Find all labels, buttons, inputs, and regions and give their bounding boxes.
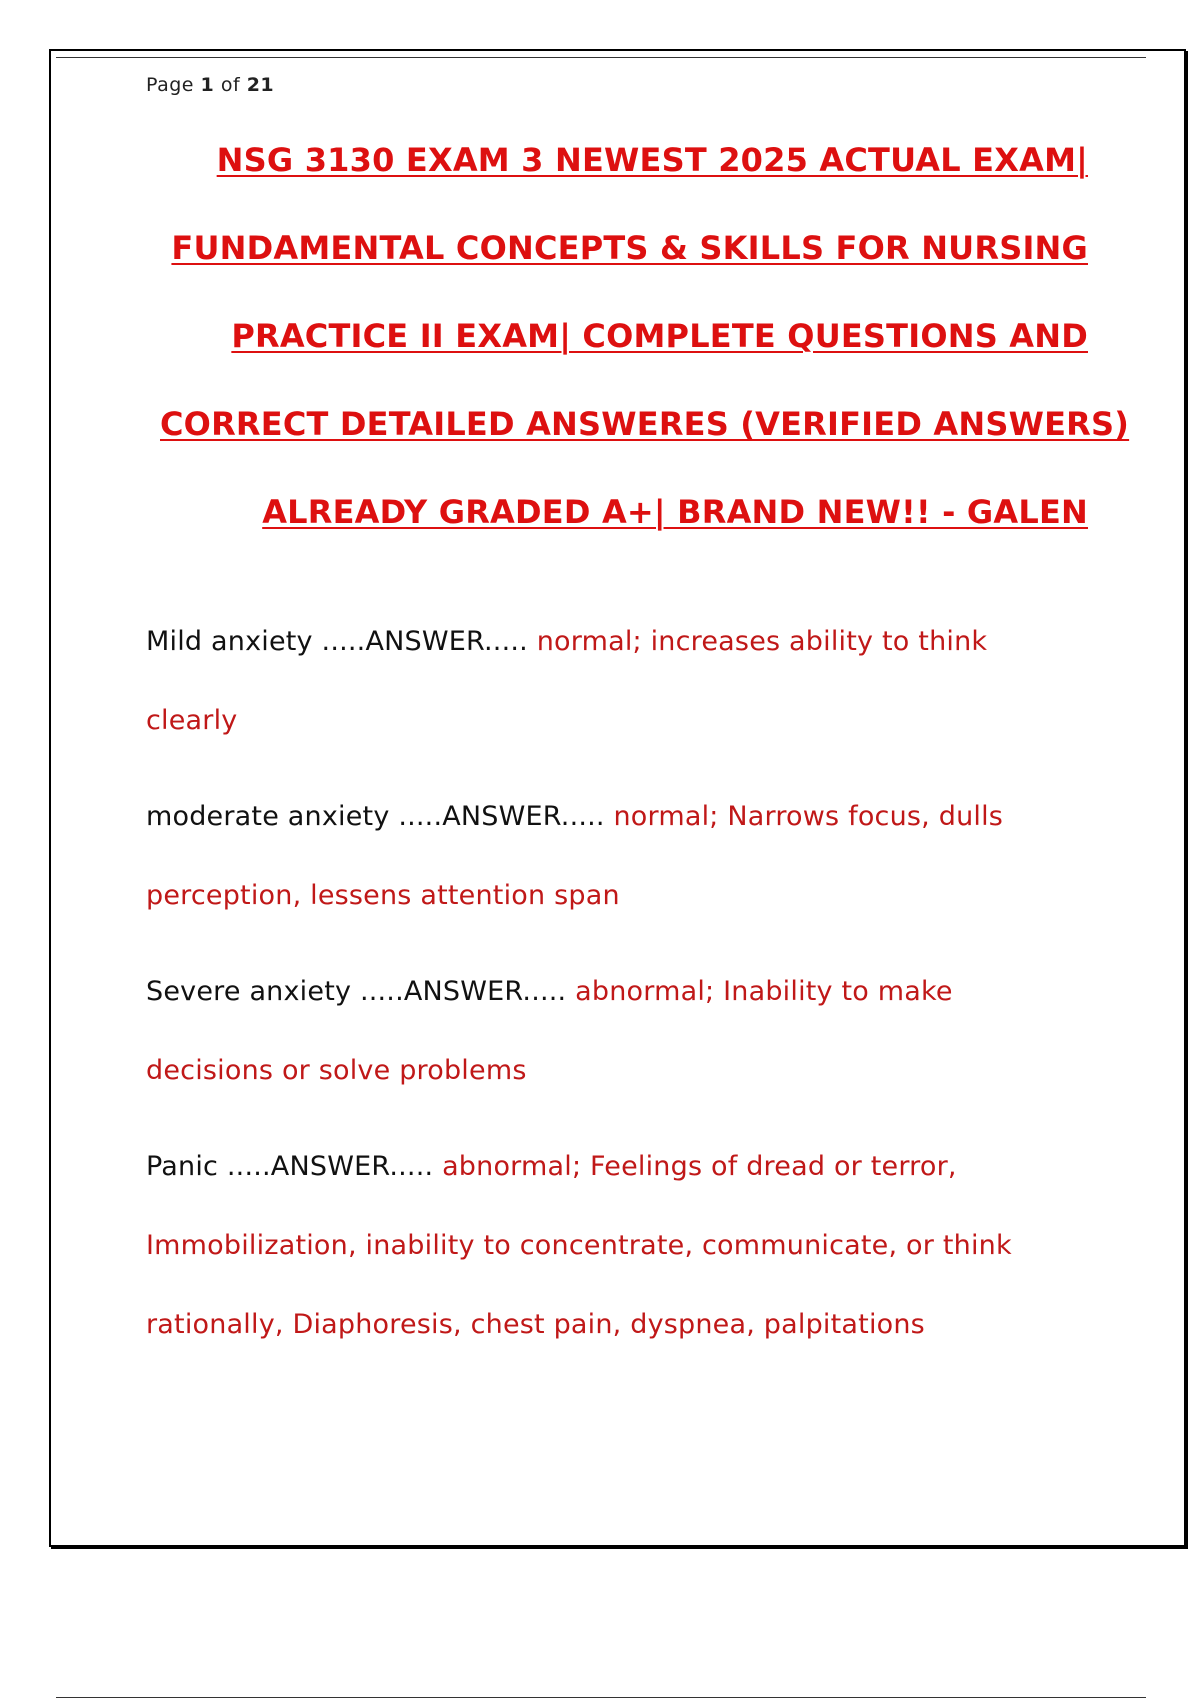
- total-pages: 21: [246, 74, 275, 96]
- page-word: Page: [146, 74, 194, 96]
- qa-answer: normal; Narrows focus, dulls perception, lessens attention span: [146, 801, 1004, 911]
- current-page: 1: [200, 74, 215, 96]
- qa-term: moderate anxiety: [146, 801, 390, 832]
- title-line: CORRECT DETAILED ANSWERES (VERIFIED ANSWERS): [160, 405, 1130, 443]
- qa-answer: normal; increases ability to think clearly: [146, 626, 988, 736]
- qa-term: Mild anxiety: [146, 626, 313, 657]
- qa-item: [146, 952, 1076, 1110]
- qa-separator: .....ANSWER.....: [359, 976, 567, 1007]
- title-line: PRACTICE II EXAM| COMPLETE QUESTIONS AND: [231, 317, 1088, 355]
- title-line: NSG 3130 EXAM 3 NEWEST 2025 ACTUAL EXAM|: [216, 141, 1088, 179]
- qa-separator: .....ANSWER.....: [398, 801, 605, 832]
- qa-term: Severe anxiety: [146, 976, 352, 1007]
- qa-answer: abnormal; Feelings of dread or terror, Immobilization, inability to concentrate, communicate, or think rationally, Diaphoresis, chest pain, dyspnea, palpitations: [146, 1151, 1012, 1340]
- document-title: [160, 140, 1130, 580]
- of-word: of: [220, 74, 241, 96]
- top-rule: [56, 57, 1146, 58]
- qa-term: Panic: [146, 1151, 219, 1182]
- bottom-rule: [56, 1697, 1146, 1698]
- qa-separator: .....ANSWER.....: [321, 626, 528, 657]
- title-line: ALREADY GRADED A+| BRAND NEW!! - GALEN: [262, 493, 1088, 531]
- qa-item: [146, 777, 1076, 935]
- qa-item: [146, 602, 1076, 760]
- page-number: [146, 74, 274, 96]
- qa-item: [146, 1127, 1076, 1364]
- qa-list: [146, 602, 1076, 1381]
- title-line: FUNDAMENTAL CONCEPTS & SKILLS FOR NURSING: [171, 229, 1088, 267]
- qa-answer: abnormal; Inability to make decisions or solve problems: [146, 976, 953, 1086]
- qa-separator: .....ANSWER.....: [226, 1151, 434, 1182]
